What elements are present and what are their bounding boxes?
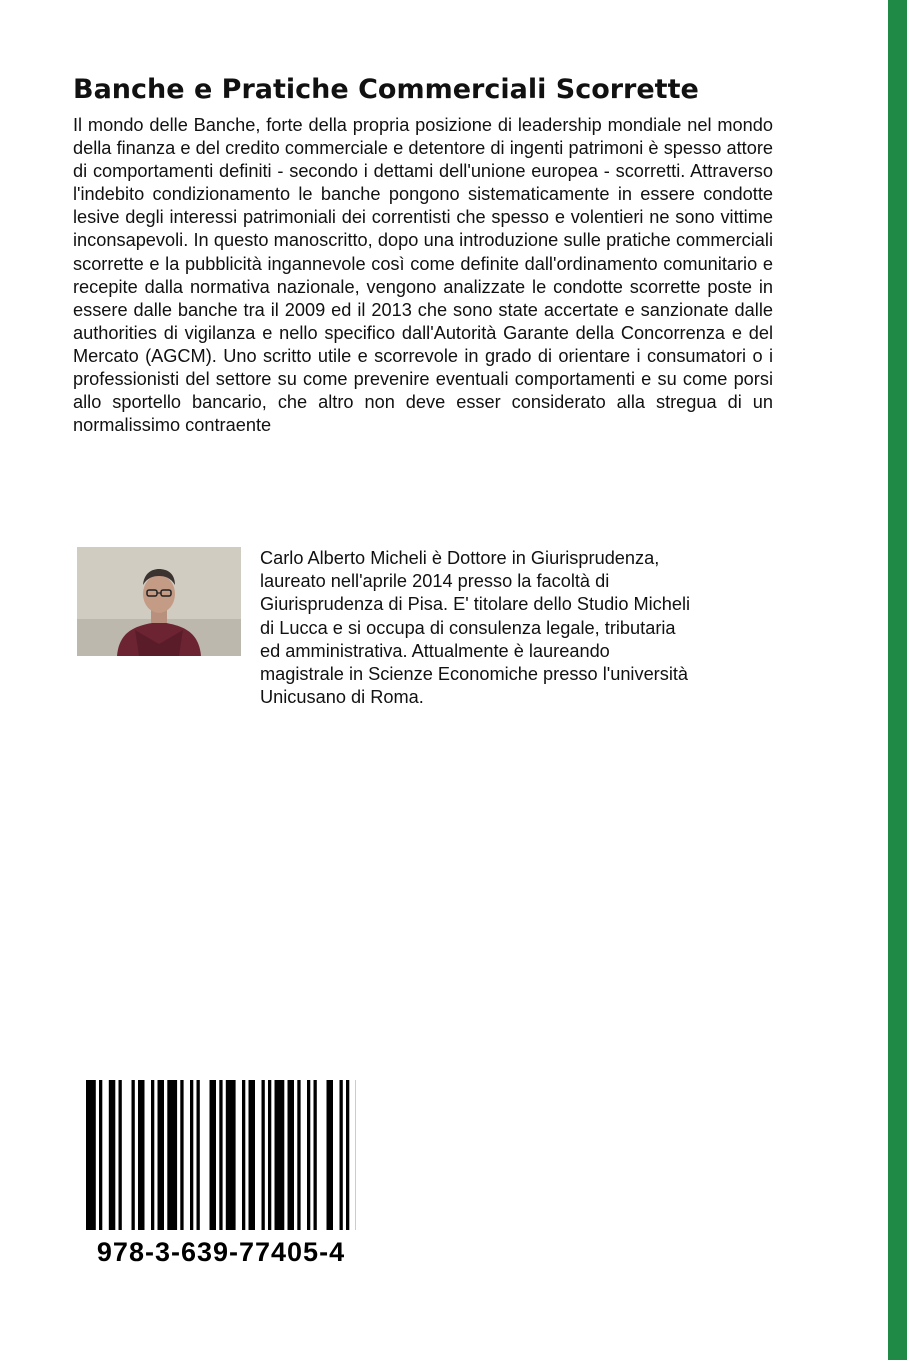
barcode-bar xyxy=(340,1080,343,1230)
author-bio-line: Unicusano di Roma. xyxy=(260,687,424,708)
barcode-bar xyxy=(190,1080,193,1230)
barcode-bar xyxy=(268,1080,271,1230)
barcode-bar xyxy=(210,1080,217,1230)
barcode-bar xyxy=(167,1080,177,1230)
barcode-bar xyxy=(288,1080,295,1230)
barcode-bar xyxy=(219,1080,222,1230)
barcode-bar xyxy=(262,1080,265,1230)
author-portrait-illustration xyxy=(77,547,241,656)
author-bio-line: ed amministrativa. Attualmente è laureando xyxy=(260,640,610,661)
author-bio-line: di Lucca e si occupa di consulenza legale, tributaria xyxy=(260,617,676,638)
barcode-bar xyxy=(314,1080,317,1230)
book-blurb: Il mondo delle Banche, forte della propria posizione di leadership mondiale nel mondo della finanza e del credito commerciale e detentore di ingenti patrimoni è spesso attore di comportamenti definiti - secondo i dettami dell'unione europea - scorretti. Attraverso l'indebito condizionamento le banche pongono sistematicamente in essere condotte lesive degli interessi patrimoniali dei correntisti che spesso e volentieri ne sono vittime inconsapevoli. In questo manoscritto, dopo una introduzione sulle pratiche commerciali scorrette e la pubblicità ingannevole così come definite dall'ordinamento comunitario e recepite dalla normativa nazionale, vengono analizzate le condotte scorrette poste in essere dalle banche tra il 2009 ed il 2013 che sono state accertate e sanzionate dalle authorities di vigilanza e nello specifico dall'Autorità Garante della Concorrenza e del Mercato (AGCM). Uno scritto utile e scorrevole in grado di orientare i consumatori o i professionisti del settore su come prevenire eventuali comportamenti e su come porsi allo sportello bancario, che altro non deve esser considerato alla stregua di un normalissimo contraente xyxy=(73,115,773,436)
isbn-barcode-block xyxy=(86,1080,356,1275)
barcode-bar xyxy=(197,1080,200,1230)
barcode-bar xyxy=(109,1080,116,1230)
barcode-bar xyxy=(158,1080,165,1230)
author-bio-line: Giurisprudenza di Pisa. E' titolare dello Studio Micheli xyxy=(260,594,691,615)
barcode-bar xyxy=(307,1080,310,1230)
book-title: Banche e Pratiche Commerciali Scorrette xyxy=(73,74,699,105)
barcode-bar xyxy=(226,1080,236,1230)
author-bio xyxy=(260,547,780,709)
barcode-bar xyxy=(249,1080,256,1230)
barcode-bar xyxy=(180,1080,183,1230)
isbn-number: 978-3-639-77405-4 xyxy=(96,1237,346,1267)
barcode-icon xyxy=(86,1080,356,1230)
author-photo xyxy=(77,547,241,656)
author-bio-line: magistrale in Scienze Economiche presso l'università xyxy=(260,664,689,685)
spine-accent-bar xyxy=(888,0,907,1360)
barcode-bar xyxy=(86,1080,96,1230)
barcode-bar xyxy=(242,1080,245,1230)
barcode-bar xyxy=(99,1080,102,1230)
barcode-bar xyxy=(138,1080,145,1230)
barcode-bar xyxy=(119,1080,122,1230)
author-bio-line: laureato nell'aprile 2014 presso la facoltà di xyxy=(260,571,610,592)
barcode-bar xyxy=(275,1080,285,1230)
barcode-bar xyxy=(297,1080,300,1230)
barcode-bar xyxy=(346,1080,349,1230)
barcode-bar xyxy=(151,1080,154,1230)
barcode-bar xyxy=(132,1080,135,1230)
barcode-bar xyxy=(327,1080,334,1230)
author-bio-line: Carlo Alberto Micheli è Dottore in Giurisprudenza, xyxy=(260,548,660,568)
